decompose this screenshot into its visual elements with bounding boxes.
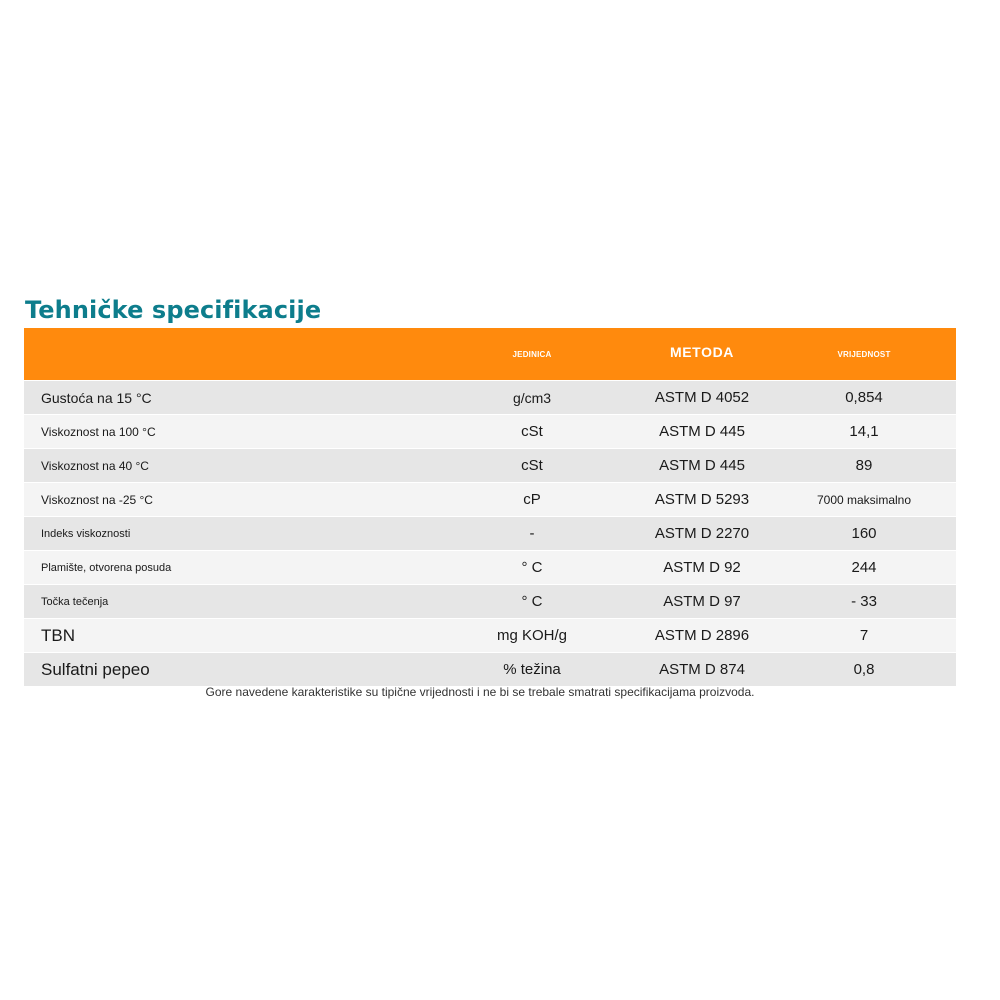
row-unit: cSt bbox=[432, 415, 632, 449]
row-property: Sulfatni pepeo bbox=[24, 653, 432, 687]
row-method: ASTM D 92 bbox=[632, 551, 772, 585]
row-value: 89 bbox=[772, 449, 956, 483]
spec-table bbox=[24, 328, 956, 686]
row-unit: cSt bbox=[432, 449, 632, 483]
row-property: Indeks viskoznosti bbox=[24, 517, 432, 551]
header-property bbox=[24, 328, 432, 381]
table-row bbox=[24, 449, 956, 483]
row-property: Viskoznost na 100 °C bbox=[24, 415, 432, 449]
row-unit: mg KOH/g bbox=[432, 619, 632, 653]
row-method: ASTM D 97 bbox=[632, 585, 772, 619]
row-value: 0,8 bbox=[772, 653, 956, 687]
table-row bbox=[24, 517, 956, 551]
row-property: Točka tečenja bbox=[24, 585, 432, 619]
table-row bbox=[24, 619, 956, 653]
header-value: VRIJEDNOST bbox=[772, 328, 956, 381]
row-value: 0,854 bbox=[772, 381, 956, 415]
table-row bbox=[24, 653, 956, 687]
row-method: ASTM D 2896 bbox=[632, 619, 772, 653]
row-property: Viskoznost na 40 °C bbox=[24, 449, 432, 483]
table-row bbox=[24, 381, 956, 415]
footnote: Gore navedene karakteristike su tipične vrijednosti i ne bi se trebale smatrati specifikacijama proizvoda. bbox=[205, 685, 755, 699]
row-unit: - bbox=[432, 517, 632, 551]
row-unit: ° C bbox=[432, 585, 632, 619]
table-row bbox=[24, 415, 956, 449]
row-method: ASTM D 445 bbox=[632, 449, 772, 483]
row-method: ASTM D 2270 bbox=[632, 517, 772, 551]
header-unit: JEDINICA bbox=[432, 328, 632, 381]
row-property: TBN bbox=[24, 619, 432, 653]
table-header-row bbox=[24, 328, 956, 381]
row-property: Gustoća na 15 °C bbox=[24, 381, 432, 415]
row-method: ASTM D 445 bbox=[632, 415, 772, 449]
table-row bbox=[24, 551, 956, 585]
row-value: 7 bbox=[772, 619, 956, 653]
row-value: 14,1 bbox=[772, 415, 956, 449]
row-value: 160 bbox=[772, 517, 956, 551]
table-row bbox=[24, 483, 956, 517]
row-method: ASTM D 4052 bbox=[632, 381, 772, 415]
row-property: Viskoznost na -25 °C bbox=[24, 483, 432, 517]
row-value: - 33 bbox=[772, 585, 956, 619]
page-title: Tehničke specifikacije bbox=[25, 296, 322, 324]
table-row bbox=[24, 585, 956, 619]
row-value: 7000 maksimalno bbox=[772, 483, 956, 517]
row-property: Plamište, otvorena posuda bbox=[24, 551, 432, 585]
row-method: ASTM D 874 bbox=[632, 653, 772, 687]
header-method: METODA bbox=[632, 328, 772, 381]
row-unit: g/cm3 bbox=[432, 381, 632, 415]
row-unit: ° C bbox=[432, 551, 632, 585]
row-value: 244 bbox=[772, 551, 956, 585]
row-unit: % težina bbox=[432, 653, 632, 687]
row-method: ASTM D 5293 bbox=[632, 483, 772, 517]
row-unit: cP bbox=[432, 483, 632, 517]
